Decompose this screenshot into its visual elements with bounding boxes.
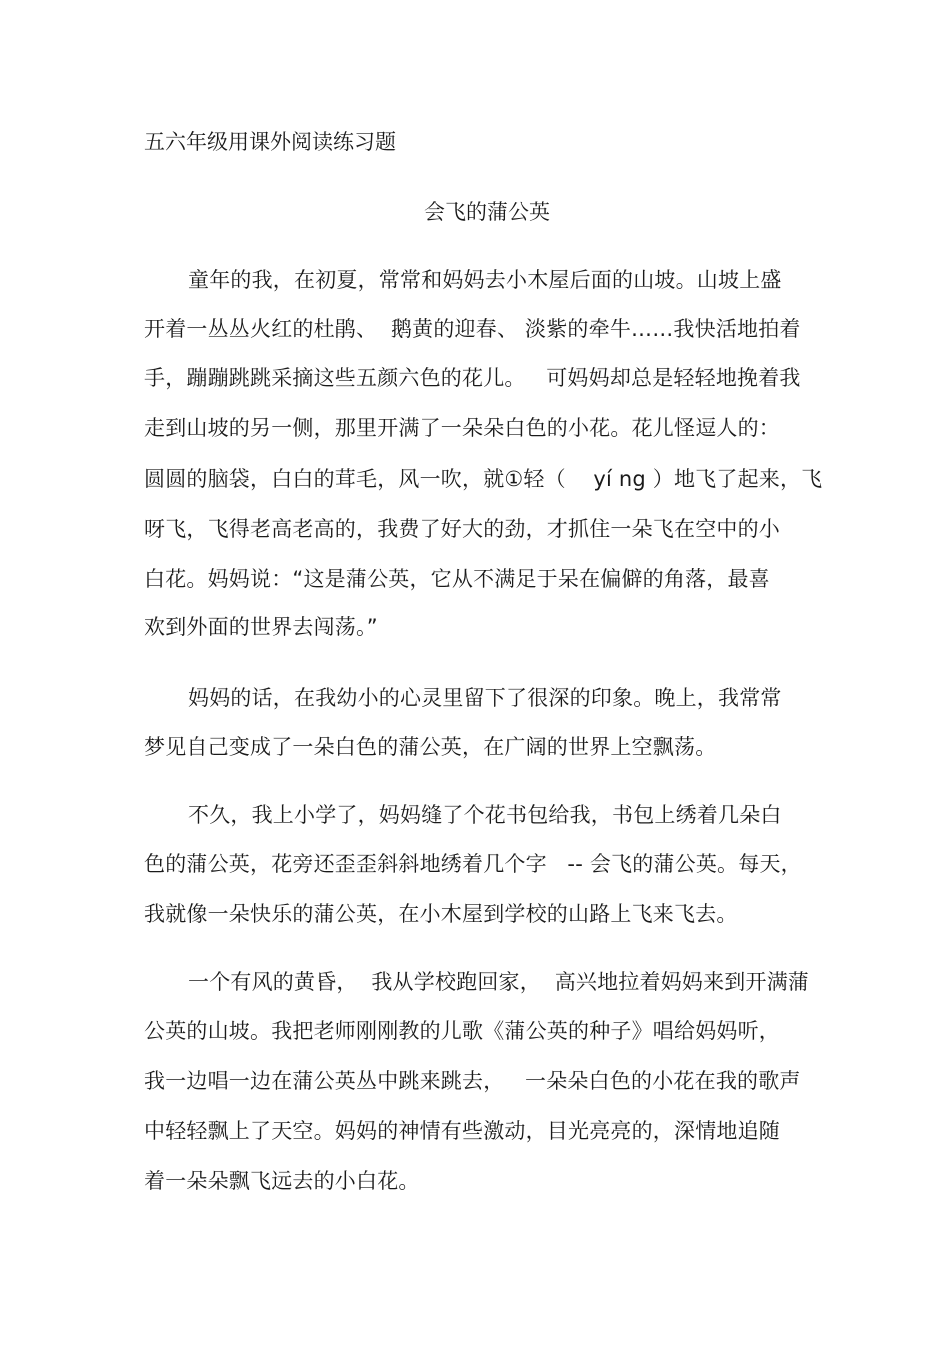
paragraph-line: 呀飞，飞得老高老高的，我费了好大的劲，才抓住一朵飞在空中的小 (144, 517, 780, 541)
document-header: 五六年级用课外阅读练习题 (144, 130, 396, 154)
paragraph-line: 色的蒲公英，花旁还歪歪斜斜地绣着几个字 -- 会飞的蒲公英。每天， (144, 852, 802, 876)
paragraph-line: 中轻轻飘上了天空。妈妈的神情有些激动，目光亮亮的，深情地追随 (144, 1119, 780, 1143)
paragraph-line: 我就像一朵快乐的蒲公英，在小木屋到学校的山路上飞来飞去。 (144, 902, 738, 926)
paragraph-line: 妈妈的话，在我幼小的心灵里留下了很深的印象。晚上，我常常 (188, 686, 782, 710)
paragraph-line: 开着一丛丛火红的杜鹃、 鹅黄的迎春、 淡紫的牵牛……我快活地拍着 (144, 317, 801, 341)
paragraph-line: 公英的山坡。我把老师刚刚教的儿歌《蒲公英的种子》唱给妈妈听， (144, 1019, 780, 1043)
paragraph-line: 梦见自己变成了一朵白色的蒲公英，在广阔的世界上空飘荡。 (144, 735, 717, 759)
paragraph-line: 童年的我，在初夏，常常和妈妈去小木屋后面的山坡。山坡上盛 (188, 268, 782, 292)
paragraph-line: 着一朵朵飘飞远去的小白花。 (144, 1169, 420, 1193)
paragraph-line: 一个有风的黄昏， 我从学校跑回家， 高兴地拉着妈妈来到开满蒲 (188, 970, 810, 994)
paragraph-line: 我一边唱一边在蒲公英丛中跳来跳去， 一朵朵白色的小花在我的歌声 (144, 1069, 801, 1093)
paragraph-line: 圆圆的脑袋，白白的茸毛，风一吹，就①轻（ yí ng ）地飞了起来，飞 (144, 467, 823, 491)
story-title: 会飞的蒲公英 (424, 200, 550, 224)
paragraph-line: 白花。妈妈说：“这是蒲公英，它从不满足于呆在偏僻的角落，最喜 (144, 567, 770, 591)
paragraph-line: 不久，我上小学了，妈妈缝了个花书包给我，书包上绣着几朵白 (188, 803, 782, 827)
paragraph-line: 欢到外面的世界去闯荡。” (144, 615, 378, 639)
paragraph-line: 手，蹦蹦跳跳采摘这些五颜六色的花儿。 可妈妈却总是轻轻地挽着我 (144, 366, 801, 390)
paragraph-line: 走到山坡的另一侧，那里开满了一朵朵白色的小花。花儿怪逗人的： (144, 416, 780, 440)
